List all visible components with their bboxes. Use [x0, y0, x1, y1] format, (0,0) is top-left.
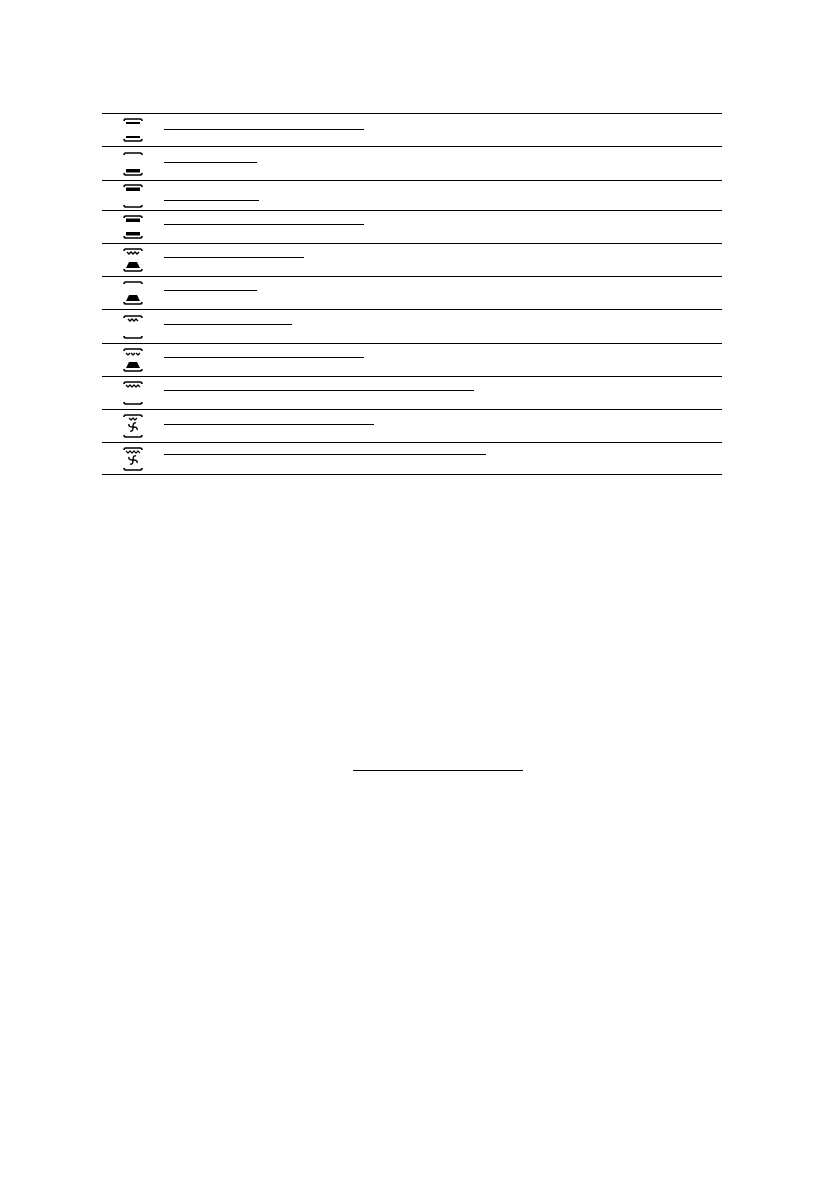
label-line — [164, 424, 374, 425]
fan-grill-icon — [102, 410, 164, 442]
label-line — [164, 324, 292, 325]
mode-label-area — [164, 147, 722, 180]
mode-label-area — [164, 244, 722, 276]
dual-grill-icon — [102, 344, 164, 376]
small-grill-icon — [102, 310, 164, 343]
label-line — [164, 200, 259, 201]
mode-label-area — [164, 310, 722, 343]
mode-label-area — [164, 114, 722, 146]
mode-row — [102, 114, 722, 147]
mode-row — [102, 344, 722, 377]
bottom-heat-icon — [102, 147, 164, 180]
mode-label-area — [164, 377, 722, 409]
label-line — [164, 129, 364, 130]
mode-label-area — [164, 410, 722, 442]
fan-full-grill-icon — [102, 443, 164, 474]
mode-row — [102, 377, 722, 410]
label-line — [164, 357, 364, 358]
label-line — [164, 454, 486, 455]
mode-row — [102, 277, 722, 310]
label-line — [164, 224, 364, 225]
label-line — [164, 257, 304, 258]
label-line — [164, 290, 257, 291]
mode-label-area — [164, 344, 722, 376]
bottom-grill-icon — [102, 277, 164, 309]
mode-row — [102, 410, 722, 443]
top-bottom-heat-icon — [102, 114, 164, 146]
mode-row — [102, 181, 722, 211]
top-heat-icon — [102, 181, 164, 210]
footer-line — [353, 770, 523, 771]
cooking-modes-table — [102, 113, 722, 475]
mode-label-area — [164, 277, 722, 309]
mode-label-area — [164, 181, 722, 210]
mode-label-area — [164, 211, 722, 243]
mode-label-area — [164, 443, 722, 474]
label-line — [164, 390, 474, 391]
label-line — [164, 162, 257, 163]
large-grill-icon — [102, 377, 164, 409]
mode-row — [102, 211, 722, 244]
intensive-top-bottom-heat-icon — [102, 211, 164, 243]
mode-row — [102, 147, 722, 181]
mode-row — [102, 244, 722, 277]
mode-row — [102, 443, 722, 475]
grill-bottom-heat-icon — [102, 244, 164, 276]
mode-row — [102, 310, 722, 344]
